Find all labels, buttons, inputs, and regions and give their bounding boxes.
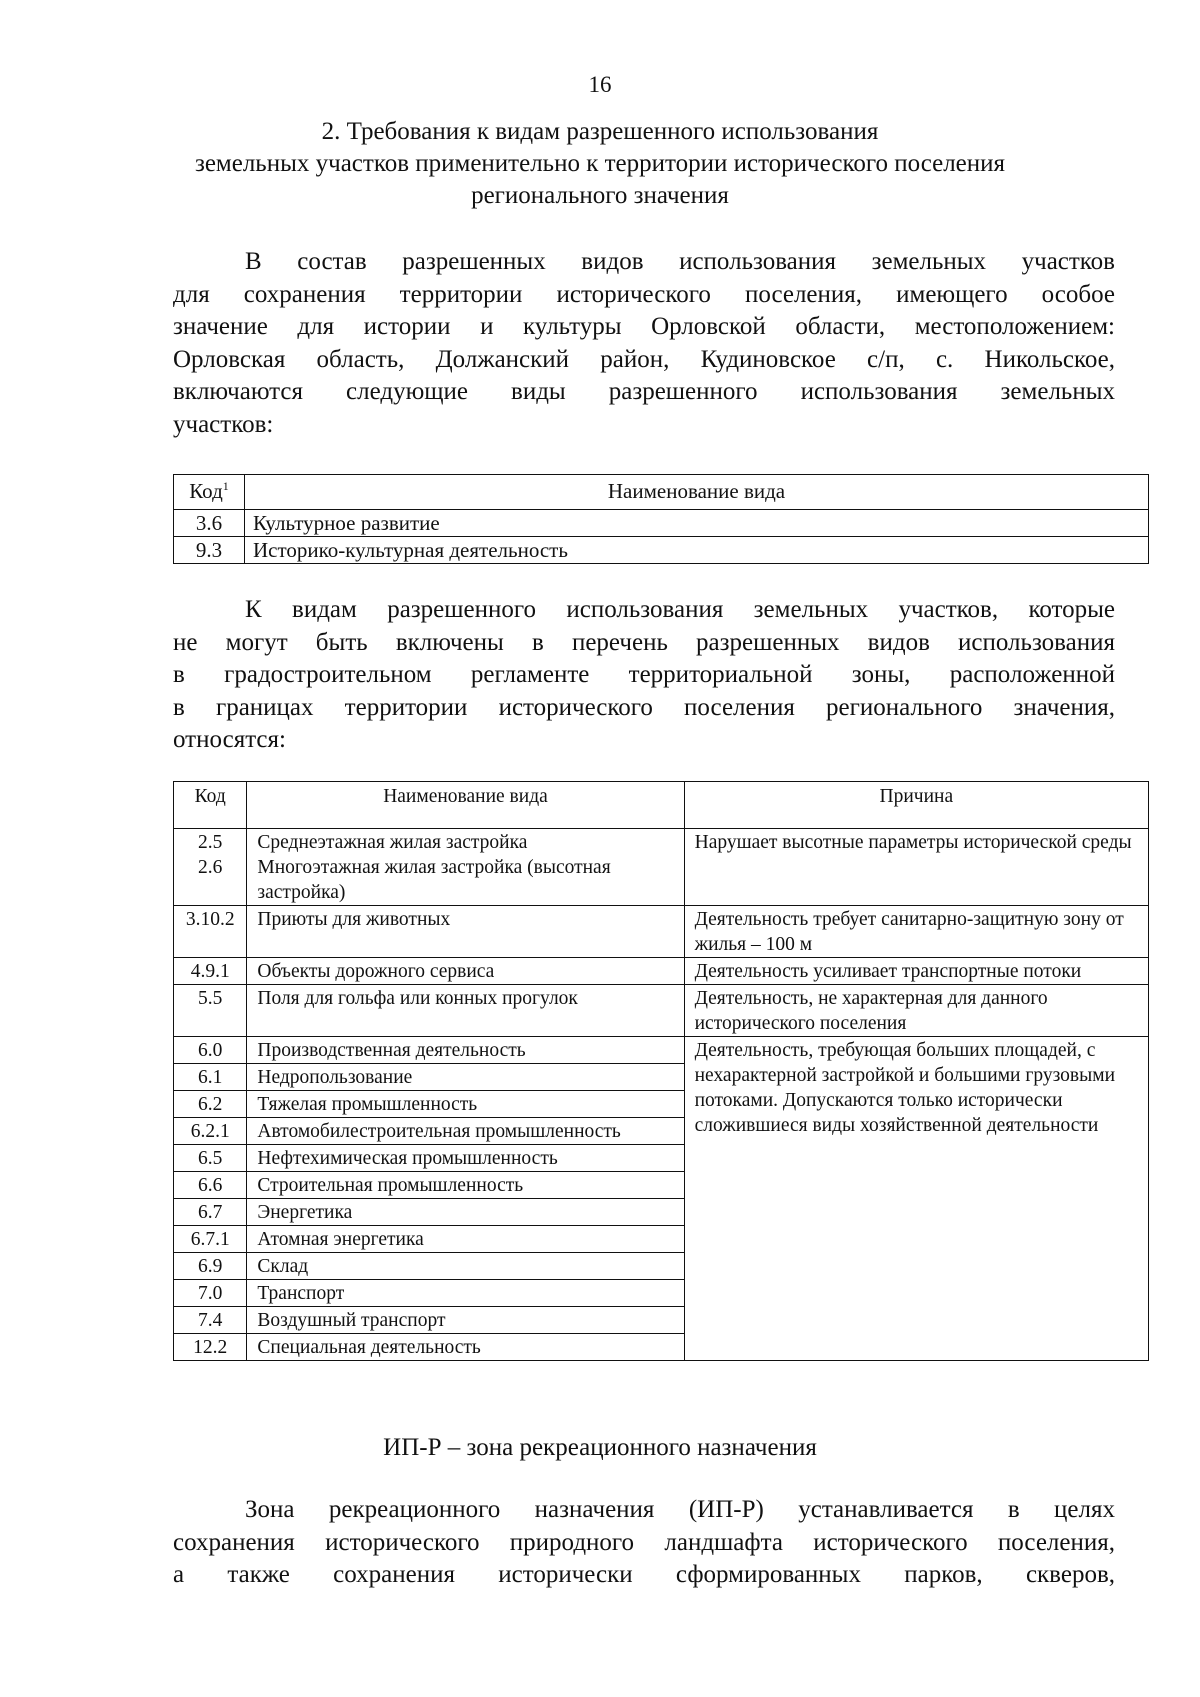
reason-cell: Деятельность усиливает транспортные потоки: [684, 958, 1148, 985]
para2-line-5: относятся:: [173, 726, 286, 753]
table-row: [174, 1037, 1149, 1064]
table-header-row: [174, 475, 1149, 510]
para3-line-1: Зона рекреационного назначения (ИП-Р) устанавливается в целях: [245, 1496, 1115, 1523]
heading-line-3: регионального значения: [471, 182, 729, 209]
table-row: [174, 906, 1149, 958]
name-cell: Недропользование: [247, 1064, 684, 1091]
para1-line-5: включаются следующие виды разрешенного использования земельных: [173, 378, 1115, 405]
para1-line-3: значение для истории и культуры Орловской области, местоположением:: [173, 313, 1115, 340]
code-cell: 6.5: [174, 1145, 247, 1172]
para2-line-2: не могут быть включены в перечень разрешенных видов использования: [173, 628, 1115, 656]
name-cell: Историко-культурная деятельность: [245, 537, 1149, 564]
table-header-row: [174, 782, 1149, 829]
code-cell: 12.2: [174, 1334, 247, 1361]
reason-cell: Нарушает высотные параметры исторической среды: [684, 829, 1148, 906]
zone-title: ИП-Р – зона рекреационного назначения: [383, 1434, 817, 1461]
reason-cell: Деятельность требует санитарно-защитную зону от жилья – 100 м: [684, 906, 1148, 958]
code-cell: 3.6: [174, 510, 245, 537]
para1-line-4: Орловская область, Должанский район, Кудиновское с/п, с. Никольское,: [173, 345, 1115, 373]
code-cell: 6.7: [174, 1199, 247, 1226]
name-cell: Приюты для животных: [247, 906, 684, 958]
code-cell: 7.4: [174, 1307, 247, 1334]
code-cell: 6.1: [174, 1064, 247, 1091]
name-cell: Воздушный транспорт: [247, 1307, 684, 1334]
group-reason-cell: Деятельность, требующая больших площадей, с нехарактерной застройкой и большими грузовыми потоками. Допускаются только исторически сложившиеся виды хозяйственной деятельности: [684, 1037, 1148, 1361]
name-cell: Поля для гольфа или конных прогулок: [247, 985, 684, 1037]
code-header: Код: [174, 782, 247, 829]
code-cell: 6.2.1: [174, 1118, 247, 1145]
name-header: Наименование вида: [247, 782, 684, 829]
code-cell: 6.7.1: [174, 1226, 247, 1253]
name-cell: Объекты дорожного сервиса: [247, 958, 684, 985]
table-row: [174, 985, 1149, 1037]
name-cell: Культурное развитие: [245, 510, 1149, 537]
excluded-uses-table: [173, 781, 1149, 1361]
name-cell: Нефтехимическая промышленность: [247, 1145, 684, 1172]
name-cell: Транспорт: [247, 1280, 684, 1307]
recreation-zone-paragraph: [173, 1494, 1115, 1592]
para3-line-3: а также сохранения исторически сформированных парков, скверов,: [173, 1561, 1115, 1588]
table-row: [174, 829, 1149, 906]
table-row: [174, 537, 1149, 564]
code-cell: 6.0: [174, 1037, 247, 1064]
table-row: [174, 958, 1149, 985]
permitted-uses-table: [173, 474, 1149, 564]
name-cell: Строительная промышленность: [247, 1172, 684, 1199]
para1-line-6: участков:: [173, 410, 274, 438]
para2-line-1: К видам разрешенного использования земельных участков, которые: [245, 596, 1115, 623]
excluded-uses-paragraph: [173, 594, 1115, 757]
code-cell: 9.3: [174, 537, 245, 564]
para2-line-3: в градостроительном регламенте территориальной зоны, расположенной: [173, 661, 1115, 688]
code-cell: 6.9: [174, 1253, 247, 1280]
table-row: [174, 510, 1149, 537]
reason-header: Причина: [684, 782, 1148, 829]
intro-paragraph: [173, 246, 1115, 441]
page-number: 16: [588, 72, 612, 97]
heading-line-2: земельных участков применительно к территории исторического поселения: [194, 150, 1006, 177]
para2-line-4: в границах территории исторического поселения регионального значения,: [173, 693, 1115, 721]
code-cell: 2.5 2.6: [174, 829, 247, 906]
name-cell: Производственная деятельность: [247, 1037, 684, 1064]
code-header: Код$^1$: [174, 475, 245, 510]
name-cell: Энергетика: [247, 1199, 684, 1226]
code-cell: 5.5: [174, 985, 247, 1037]
name-cell: Атомная энергетика: [247, 1226, 684, 1253]
para3-line-2: сохранения исторического природного ландшафта исторического поселения,: [173, 1528, 1115, 1556]
code-cell: 3.10.2: [174, 906, 247, 958]
section-heading: [150, 116, 1050, 212]
name-cell: Автомобилестроительная промышленность: [247, 1118, 684, 1145]
code-cell: 6.2: [174, 1091, 247, 1118]
name-cell: Склад: [247, 1253, 684, 1280]
name-header: Наименование вида: [245, 475, 1149, 510]
para1-line-1: В состав разрешенных видов использования земельных участков: [245, 248, 1115, 275]
code-cell: 6.6: [174, 1172, 247, 1199]
para1-line-2: для сохранения территории исторического поселения, имеющего особое: [173, 280, 1115, 308]
name-cell: Тяжелая промышленность: [247, 1091, 684, 1118]
reason-cell: Деятельность, не характерная для данного исторического поселения: [684, 985, 1148, 1037]
footnote-mark: 1: [222, 479, 229, 493]
name-cell: Среднеэтажная жилая застройка Многоэтажная жилая застройка (высотная застройка): [247, 829, 684, 906]
code-cell: 7.0: [174, 1280, 247, 1307]
heading-line-1: 2. Требования к видам разрешенного использования: [321, 118, 879, 145]
name-cell: Специальная деятельность: [247, 1334, 684, 1361]
code-cell: 4.9.1: [174, 958, 247, 985]
